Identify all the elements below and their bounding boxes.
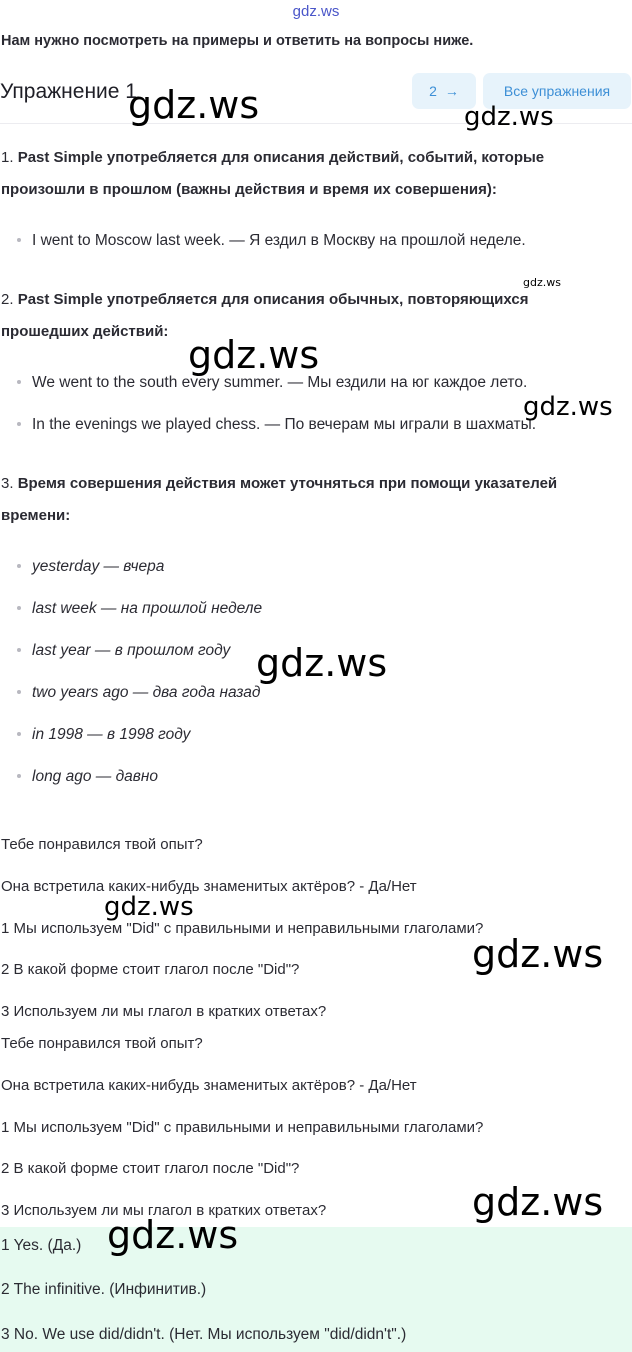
question-line: 3 Используем ли мы глагол в кратких ответах? [1,1202,327,1219]
bullet-dot-icon [17,564,21,568]
rule-number: 2. [1,291,14,308]
intro-text: Нам нужно посмотреть на примеры и ответить на вопросы ниже. [1,33,474,49]
watermark: gdz.ws [472,1180,604,1224]
time-marker-item: in 1998 — в 1998 году [17,726,190,744]
time-marker-item: two years ago — два года назад [17,684,260,702]
exercise-title: Упражнение 1 [0,80,137,103]
time-marker-item: last week — на прошлой неделе [17,600,262,618]
bullet-dot-icon [17,422,21,426]
example-item: We went to the south every summer. — Мы ездили на юг каждое лето. [17,374,527,392]
watermark: gdz.ws [523,392,613,422]
bullet-dot-icon [17,380,21,384]
site-header-link[interactable]: gdz.ws [292,3,340,20]
watermark: gdz.ws [472,932,604,976]
question-line: Она встретила каких-нибудь знаменитых актёров? - Да/Нет [1,878,417,895]
watermark: gdz.ws [256,641,388,685]
question-line: 1 Мы используем "Did" с правильными и неправильными глаголами? [1,920,484,937]
bullet-dot-icon [17,732,21,736]
answer-line: 2 The infinitive. (Инфинитив.) [1,1281,207,1298]
rule-number: 1. [1,149,14,166]
watermark: gdz.ws [128,83,260,127]
question-line: 2 В какой форме стоит глагол после "Did"? [1,961,300,978]
rule-text-cont: прошедших действий: [1,323,169,340]
example-item: In the evenings we played chess. — По вечерам мы играли в шахматы. [17,416,536,434]
answer-line: 1 Yes. (Да.) [1,1237,82,1254]
time-marker-item: last year — в прошлом году [17,642,230,660]
bullet-dot-icon [17,690,21,694]
time-marker-item: long ago — давно [17,768,158,786]
question-line: Тебе понравился твой опыт? [1,836,203,853]
rule-1 [1,142,544,206]
rule-number: 3. [1,475,14,492]
question-line: Она встретила каких-нибудь знаменитых актёров? - Да/Нет [1,1077,417,1094]
watermark: gdz.ws [523,276,561,289]
question-line: 1 Мы используем "Did" с правильными и неправильными глаголами? [1,1119,484,1136]
arrow-right-icon: → [444,83,459,99]
rule-3 [1,468,557,532]
watermark: gdz.ws [107,1213,239,1257]
rule-text: Past Simple употребляется для описания действий, событий, которые [17,149,545,166]
next-exercise-label: 2 [429,83,437,99]
all-exercises-label: Все упражнения [503,83,611,99]
answer-line: 3 No. We use did/didn't. (Нет. Мы используем "did/didn't".) [1,1326,407,1343]
rule-text: Past Simple употребляется для описания обычных, повторяющихся [17,291,529,308]
bullet-dot-icon [17,774,21,778]
watermark: gdz.ws [104,892,194,922]
bullet-dot-icon [17,238,21,242]
question-line: 3 Используем ли мы глагол в кратких ответах? [1,1003,327,1020]
question-line: Тебе понравился твой опыт? [1,1035,203,1052]
watermark: gdz.ws [464,102,554,132]
watermark: gdz.ws [188,333,320,377]
example-item: I went to Moscow last week. — Я ездил в Москву на прошлой неделе. [17,232,526,250]
bullet-dot-icon [17,648,21,652]
bullet-dot-icon [17,606,21,610]
question-line: 2 В какой форме стоит глагол после "Did"? [1,1160,300,1177]
time-marker-item: yesterday — вчера [17,558,164,576]
rule-text: Время совершения действия может уточняться при помощи указателей [17,475,558,492]
rule-text-cont: времени: [1,507,71,524]
rule-text-cont: произошли в прошлом (важны действия и время их совершения): [1,181,497,198]
